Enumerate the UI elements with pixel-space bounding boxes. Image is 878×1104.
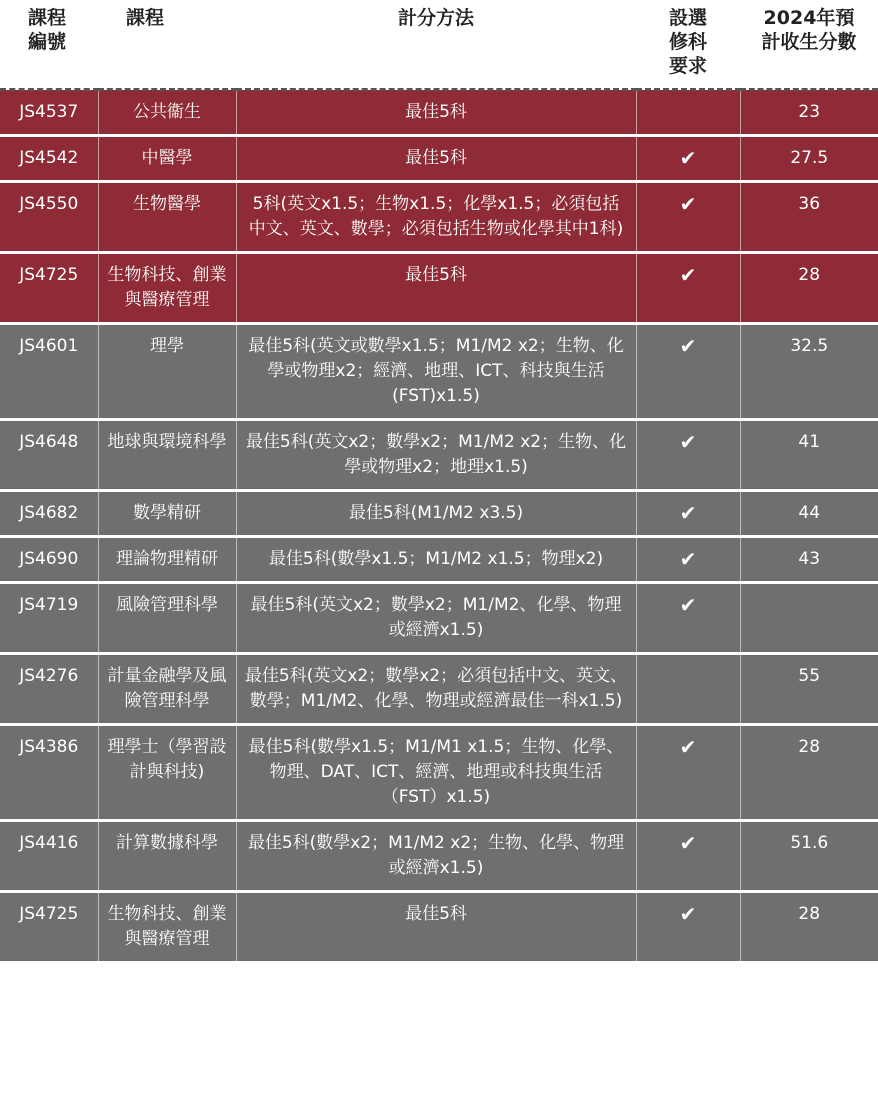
scoring-method-cell: 最佳5科(數學x1.5；M1/M1 x1.5；生物、化學、物理、DAT、ICT、經濟、地理或科技與生活（FST）x1.5) xyxy=(236,725,636,821)
table-row xyxy=(0,90,878,136)
scoring-method-cell: 最佳5科 xyxy=(236,90,636,136)
table-row xyxy=(0,491,878,537)
course-code-cell: JS4682 xyxy=(0,491,98,537)
elective-check-icon: ✔ xyxy=(636,537,740,583)
course-code-cell: JS4276 xyxy=(0,654,98,725)
course-name-cell: 地球與環境科學 xyxy=(98,420,236,491)
course-code-cell: JS4416 xyxy=(0,821,98,892)
table-row xyxy=(0,654,878,725)
scoring-method-cell: 5科(英文x1.5；生物x1.5；化學x1.5；必須包括中文、英文、數學；必須包括生物或化學其中1科) xyxy=(236,182,636,253)
course-name-cell: 風險管理科學 xyxy=(98,583,236,654)
elective-check-icon: ✔ xyxy=(636,136,740,182)
expected-score-cell: 36 xyxy=(740,182,878,253)
scoring-method-cell: 最佳5科(英文x2；數學x2；M1/M2、化學、物理或經濟x1.5) xyxy=(236,583,636,654)
scoring-method-cell: 最佳5科 xyxy=(236,136,636,182)
course-code-cell: JS4386 xyxy=(0,725,98,821)
course-code-cell: JS4601 xyxy=(0,324,98,420)
scoring-method-cell: 最佳5科(數學x1.5；M1/M2 x1.5；物理x2) xyxy=(236,537,636,583)
course-code-cell: JS4648 xyxy=(0,420,98,491)
expected-score-cell: 27.5 xyxy=(740,136,878,182)
table-row xyxy=(0,821,878,892)
scoring-method-cell: 最佳5科 xyxy=(236,253,636,324)
course-code-cell: JS4719 xyxy=(0,583,98,654)
course-code-cell: JS4542 xyxy=(0,136,98,182)
table-row xyxy=(0,420,878,491)
header-course: 課程 xyxy=(98,0,236,90)
expected-score-cell: 41 xyxy=(740,420,878,491)
course-name-cell: 生物科技、創業與醫療管理 xyxy=(98,892,236,962)
elective-check-icon: ✔ xyxy=(636,253,740,324)
table-header xyxy=(0,0,878,90)
table-row xyxy=(0,583,878,654)
expected-score-cell: 32.5 xyxy=(740,324,878,420)
table-row xyxy=(0,537,878,583)
expected-score-cell: 28 xyxy=(740,253,878,324)
expected-score-cell xyxy=(740,583,878,654)
table-row xyxy=(0,324,878,420)
elective-check-icon xyxy=(636,90,740,136)
course-name-cell: 計量金融學及風險管理科學 xyxy=(98,654,236,725)
elective-check-icon: ✔ xyxy=(636,821,740,892)
header-course-code: 課程編號 xyxy=(0,0,98,90)
expected-score-cell: 55 xyxy=(740,654,878,725)
elective-check-icon: ✔ xyxy=(636,725,740,821)
course-code-cell: JS4725 xyxy=(0,253,98,324)
course-code-cell: JS4725 xyxy=(0,892,98,962)
expected-score-cell: 43 xyxy=(740,537,878,583)
elective-check-icon: ✔ xyxy=(636,583,740,654)
header-expected-score: 2024年預計收生分數 xyxy=(740,0,878,90)
header-row xyxy=(0,0,878,90)
expected-score-cell: 28 xyxy=(740,892,878,962)
scoring-method-cell: 最佳5科(英文x2；數學x2；M1/M2 x2；生物、化學或物理x2；地理x1.5) xyxy=(236,420,636,491)
header-elective-requirement: 設選修科要求 xyxy=(636,0,740,90)
table-row xyxy=(0,136,878,182)
course-name-cell: 中醫學 xyxy=(98,136,236,182)
course-name-cell: 理論物理精研 xyxy=(98,537,236,583)
expected-score-cell: 44 xyxy=(740,491,878,537)
elective-check-icon: ✔ xyxy=(636,420,740,491)
course-name-cell: 計算數據科學 xyxy=(98,821,236,892)
elective-check-icon: ✔ xyxy=(636,182,740,253)
scoring-method-cell: 最佳5科 xyxy=(236,892,636,962)
scoring-method-cell: 最佳5科(M1/M2 x3.5) xyxy=(236,491,636,537)
course-name-cell: 生物醫學 xyxy=(98,182,236,253)
course-name-cell: 理學士（學習設計與科技) xyxy=(98,725,236,821)
scoring-method-cell: 最佳5科(數學x2；M1/M2 x2；生物、化學、物理或經濟x1.5) xyxy=(236,821,636,892)
expected-score-cell: 23 xyxy=(740,90,878,136)
course-name-cell: 生物科技、創業與醫療管理 xyxy=(98,253,236,324)
table-row xyxy=(0,892,878,962)
course-code-cell: JS4690 xyxy=(0,537,98,583)
header-scoring-method: 計分方法 xyxy=(236,0,636,90)
course-code-cell: JS4550 xyxy=(0,182,98,253)
scoring-method-cell: 最佳5科(英文x2；數學x2；必須包括中文、英文、數學；M1/M2、化學、物理或經濟最佳一科x1.5) xyxy=(236,654,636,725)
table-row xyxy=(0,725,878,821)
expected-score-cell: 28 xyxy=(740,725,878,821)
course-name-cell: 公共衞生 xyxy=(98,90,236,136)
course-name-cell: 理學 xyxy=(98,324,236,420)
table-row xyxy=(0,182,878,253)
course-name-cell: 數學精研 xyxy=(98,491,236,537)
table-row xyxy=(0,253,878,324)
elective-check-icon: ✔ xyxy=(636,491,740,537)
elective-check-icon xyxy=(636,654,740,725)
course-code-cell: JS4537 xyxy=(0,90,98,136)
elective-check-icon: ✔ xyxy=(636,324,740,420)
scoring-method-cell: 最佳5科(英文或數學x1.5；M1/M2 x2；生物、化學或物理x2；經濟、地理、ICT、科技與生活(FST)x1.5) xyxy=(236,324,636,420)
elective-check-icon: ✔ xyxy=(636,892,740,962)
expected-score-cell: 51.6 xyxy=(740,821,878,892)
